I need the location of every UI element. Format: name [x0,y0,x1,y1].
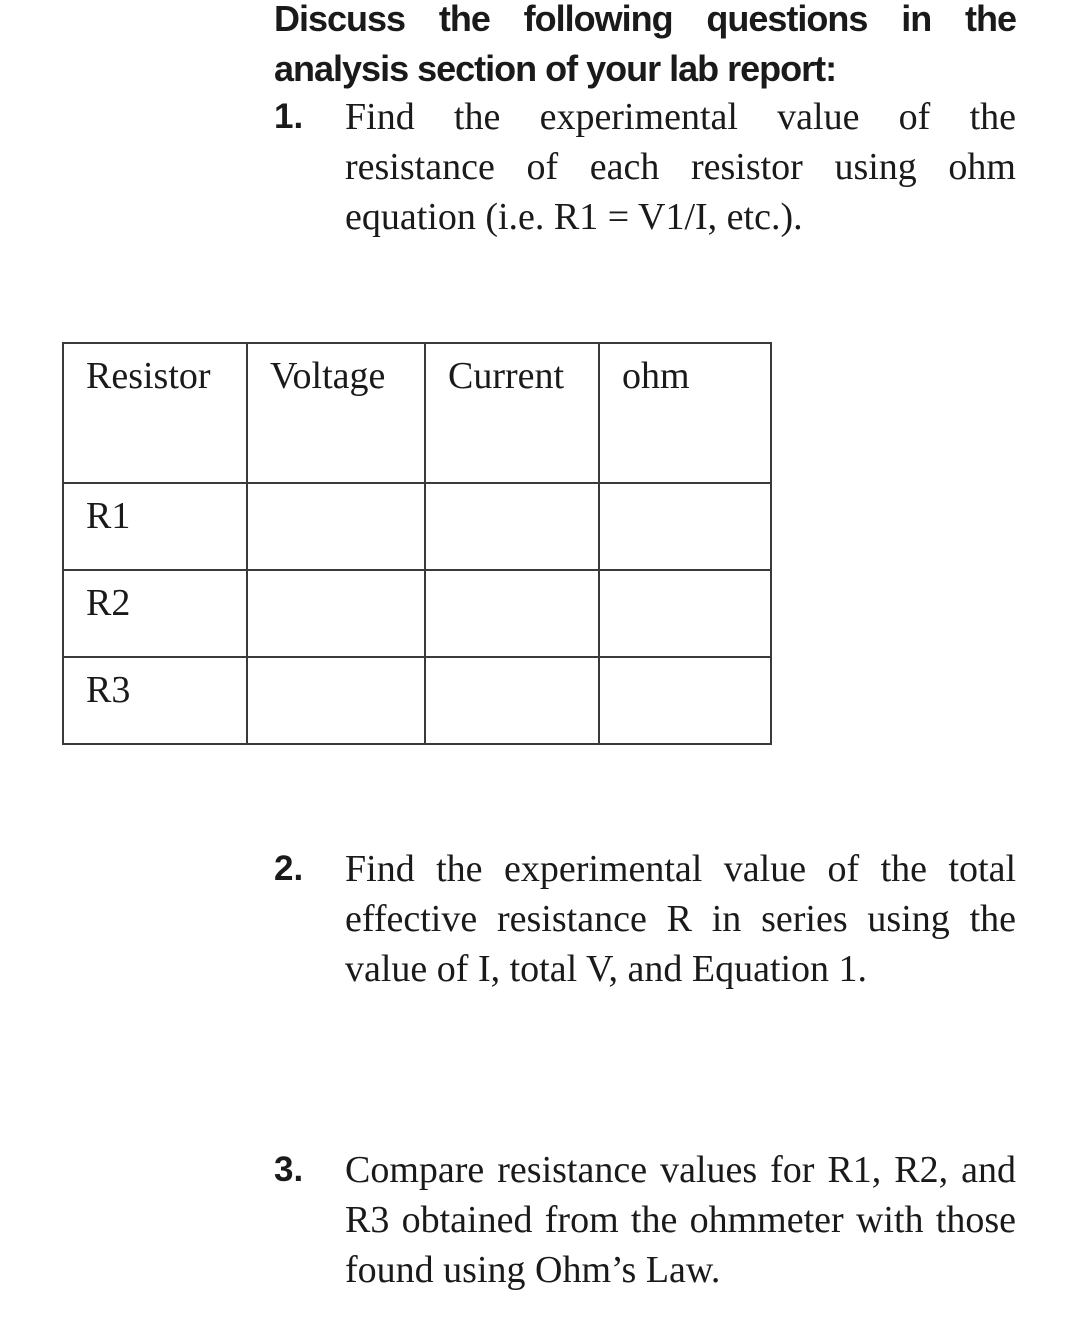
table-row [63,483,771,570]
question-3 [274,1145,1016,1295]
header-voltage: Voltage [247,343,425,483]
cell-current [425,570,599,657]
resistance-table [62,342,772,745]
question-2 [274,844,1016,994]
instructions-heading: Discuss the following questions in the analysis section of your lab report: [274,0,1016,89]
question-text: Compare resistance values for R1, R2, and R3 obtained from the ohmmeter with those found using Ohm’s Law. [345,1149,1016,1291]
table-row [63,657,771,744]
cell-voltage [247,657,425,744]
question-number: 1. [274,97,304,136]
cell-ohm [599,657,771,744]
header-current: Current [425,343,599,483]
header-resistor: Resistor [63,343,247,483]
question-1 [274,92,1016,242]
header-ohm: ohm [599,343,771,483]
question-text: Find the experimental value of the resistance of each resistor using ohm equation (i.e. R1 = V1/I, etc.). [345,96,1016,238]
cell-resistor: R2 [63,570,247,657]
cell-voltage [247,483,425,570]
cell-resistor: R1 [63,483,247,570]
cell-current [425,483,599,570]
question-number: 3. [274,1150,304,1189]
cell-current [425,657,599,744]
table-row [63,570,771,657]
cell-ohm [599,570,771,657]
cell-voltage [247,570,425,657]
question-number: 2. [274,849,304,888]
cell-ohm [599,483,771,570]
cell-resistor: R3 [63,657,247,744]
question-text: Find the experimental value of the total effective resistance R in series using the value of I, total V, and Equation 1. [345,848,1016,990]
table-header-row [63,343,771,483]
